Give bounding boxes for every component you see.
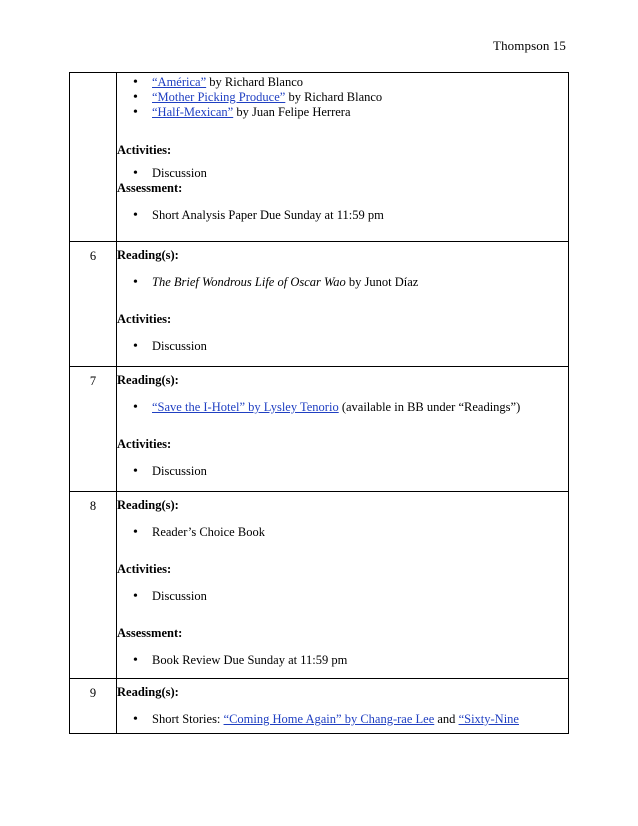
- reading-item: [117, 400, 568, 415]
- readings-label: Reading(s):: [117, 685, 179, 699]
- activity-item: • Discussion: [117, 339, 568, 354]
- readings-label: Reading(s):: [117, 373, 179, 387]
- reading-item: [117, 712, 568, 733]
- readings-label: Reading(s):: [117, 248, 179, 262]
- reading-link[interactable]: “Coming Home Again” by Chang-rae Lee: [223, 712, 435, 726]
- assessment-label: Assessment:: [117, 626, 183, 640]
- reading-item: [117, 105, 568, 120]
- readings-list: [117, 75, 568, 120]
- week-number: 7: [70, 367, 117, 492]
- reading-author: by Juan Felipe Herrera: [233, 105, 351, 119]
- reading-author: by Richard Blanco: [206, 75, 303, 89]
- activities-list: [117, 166, 568, 181]
- table-row: [70, 242, 569, 367]
- reading-note: (available in BB under “Readings”): [338, 400, 521, 414]
- week-content: [117, 242, 569, 367]
- table-row: [70, 492, 569, 679]
- activities-label: Activities:: [117, 437, 172, 451]
- readings-list: [117, 275, 568, 290]
- table-row: [70, 73, 569, 242]
- reading-link[interactable]: “Half-Mexican”: [152, 105, 234, 119]
- week-number: 6: [70, 242, 117, 367]
- assessment-item: • Book Review Due Sunday at 11:59 pm: [117, 653, 568, 668]
- readings-list: [117, 712, 568, 733]
- assessment-item: • Short Analysis Paper Due Sunday at 11:59 pm: [117, 208, 568, 223]
- readings-list: [117, 525, 568, 540]
- assessment-label: Assessment:: [117, 181, 183, 195]
- reading-prefix: Short Stories:: [152, 712, 224, 726]
- table-row: [70, 367, 569, 492]
- reading-item: [117, 75, 568, 90]
- reading-link[interactable]: “América”: [152, 75, 207, 89]
- reading-item: [117, 275, 568, 290]
- page-header: Thompson 15: [493, 38, 566, 53]
- readings-label: Reading(s):: [117, 498, 179, 512]
- reading-author: by Richard Blanco: [285, 90, 383, 104]
- reading-link[interactable]: “Save the I-Hotel” by Lysley Tenorio: [152, 400, 339, 414]
- readings-list: [117, 400, 568, 415]
- reading-link[interactable]: “Sixty-Nine: [458, 712, 519, 726]
- table-row: [70, 679, 569, 734]
- week-number: 8: [70, 492, 117, 679]
- reading-conjunction: and: [434, 712, 459, 726]
- week-content: [117, 679, 569, 734]
- activities-label: Activities:: [117, 143, 172, 157]
- assessment-list: [117, 208, 568, 223]
- reading-author: by Junot Díaz: [345, 275, 419, 289]
- activities-list: [117, 339, 568, 354]
- week-number: [70, 73, 117, 242]
- activity-item: • Discussion: [117, 589, 568, 604]
- week-number: 9: [70, 679, 117, 734]
- week-content: [117, 492, 569, 679]
- week-content: [117, 367, 569, 492]
- week-content: [117, 73, 569, 242]
- reading-item: [117, 90, 568, 105]
- activities-list: [117, 589, 568, 604]
- reading-link[interactable]: “Mother Picking Produce”: [152, 90, 286, 104]
- book-title: The Brief Wondrous Life of Oscar Wao: [152, 275, 346, 289]
- activities-label: Activities:: [117, 312, 172, 326]
- reading-item: • Reader’s Choice Book: [117, 525, 568, 540]
- activity-item: • Discussion: [117, 166, 568, 181]
- schedule-table: [69, 72, 569, 734]
- activities-label: Activities:: [117, 562, 172, 576]
- activity-item: • Discussion: [117, 464, 568, 479]
- assessment-list: [117, 653, 568, 668]
- activities-list: [117, 464, 568, 479]
